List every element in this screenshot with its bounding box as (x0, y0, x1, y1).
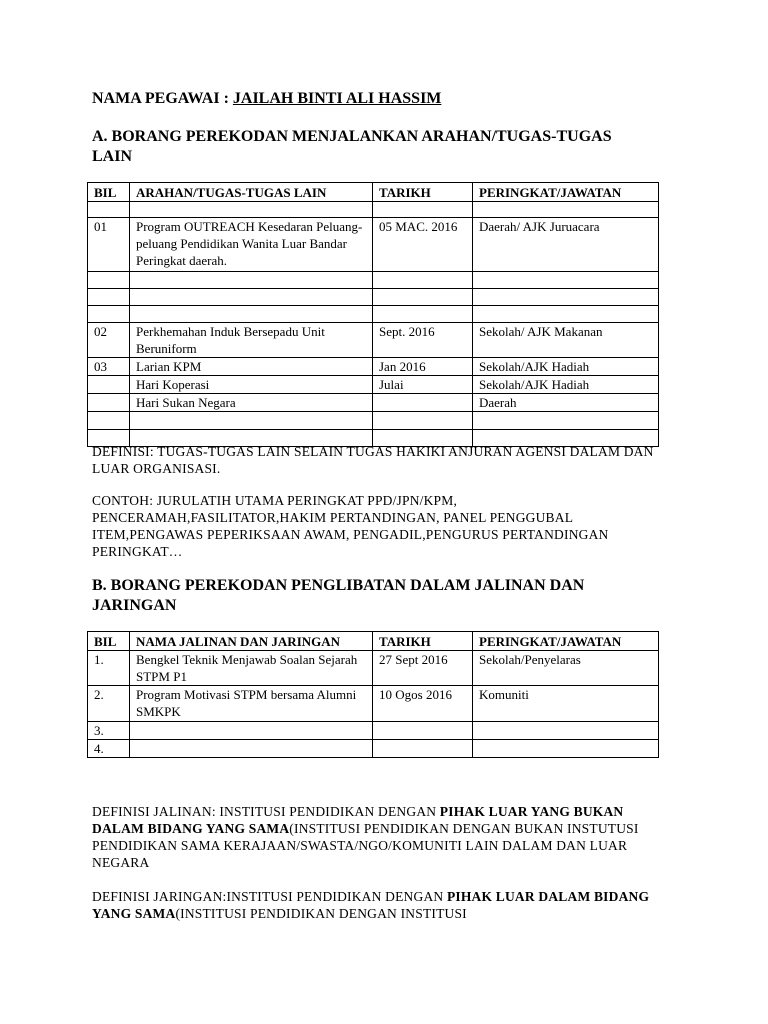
cell-bil (88, 394, 130, 412)
column-header-level: PERINGKAT/JAWATAN (473, 632, 659, 651)
cell-date: Jan 2016 (373, 358, 473, 376)
cell-bil: 1. (88, 651, 130, 686)
table-row (88, 202, 659, 218)
definition-other-tasks: DEFINISI: TUGAS-TUGAS LAIN SELAIN TUGAS HAKIKI ANJURAN AGENSI DALAM DAN LUAR ORGANISASI. (92, 444, 654, 476)
column-header-level: PERINGKAT/JAWATAN (473, 183, 659, 202)
table-row (88, 306, 659, 323)
cell-item: Perkhemahan Induk Bersepadu Unit Beruniform (130, 323, 373, 358)
cell-date (373, 412, 473, 430)
cell-item (130, 202, 373, 218)
cell-date (373, 289, 473, 306)
cell-item (130, 412, 373, 430)
cell-date: 27 Sept 2016 (373, 651, 473, 686)
cell-item (130, 740, 373, 758)
cell-item: Hari Sukan Negara (130, 394, 373, 412)
table-row (88, 218, 659, 272)
table-row (88, 722, 659, 740)
column-header-bil: BIL (88, 183, 130, 202)
definition-jalinan-prefix: DEFINISI JALINAN: INSTITUSI PENDIDIKAN DENGAN (92, 804, 440, 819)
table-row (88, 289, 659, 306)
cell-item: Bengkel Teknik Menjawab Soalan Sejarah STPM P1 (130, 651, 373, 686)
table-row (88, 394, 659, 412)
cell-item: Hari Koperasi (130, 376, 373, 394)
table-header-row (88, 632, 659, 651)
cell-level: Sekolah/Penyelaras (473, 651, 659, 686)
cell-bil (88, 272, 130, 289)
cell-level (473, 272, 659, 289)
section-b-title: B. BORANG PEREKODAN PENGLIBATAN DALAM JALINAN DAN JARINGAN (92, 577, 585, 614)
definition-jalinan (92, 803, 672, 871)
cell-bil (88, 202, 130, 218)
cell-bil: 2. (88, 686, 130, 722)
cell-bil: 3. (88, 722, 130, 740)
cell-bil (88, 289, 130, 306)
cell-level: Daerah/ AJK Juruacara (473, 218, 659, 272)
cell-date: Julai (373, 376, 473, 394)
examples-text: CONTOH: JURULATIH UTAMA PERINGKAT PPD/JPN/KPM, PENCERAMAH,FASILITATOR,HAKIM PERTANDINGAN, PANEL PENGGUBAL ITEM,PENGAWAS PEPERIKSAAN AWAM, PENGADIL,PENGURUS PERTANDINGAN PERINGKAT… (92, 493, 609, 559)
cell-bil (88, 412, 130, 430)
cell-bil: 01 (88, 218, 130, 272)
column-header-date: TARIKH (373, 183, 473, 202)
assignments-table (87, 182, 659, 447)
column-header-date: TARIKH (373, 632, 473, 651)
cell-date (373, 306, 473, 323)
table-row (88, 412, 659, 430)
table-row (88, 651, 659, 686)
networking-table (87, 631, 659, 758)
column-header-bil: BIL (88, 632, 130, 651)
cell-date (373, 272, 473, 289)
cell-level: Sekolah/ AJK Makanan (473, 323, 659, 358)
cell-bil: 4. (88, 740, 130, 758)
definition-jalinan-suffix: (INSTITUSI PENDIDIKAN DENGAN BUKAN INSTUTUSI PENDIDIKAN SAMA KERAJAAN/SWASTA/NGO/KOMUNITI LAIN DALAM DAN LUAR NEGARA (92, 821, 639, 870)
definition-jalinan-emphasis: PIHAK LUAR YANG BUKAN DALAM BIDANG YANG SAMA (92, 804, 624, 836)
employee-name: JAILAH BINTI ALI HASSIM (232, 90, 442, 107)
column-header-task: ARAHAN/TUGAS-TUGAS LAIN (130, 183, 373, 202)
cell-bil (88, 376, 130, 394)
cell-bil: 02 (88, 323, 130, 358)
cell-date: Sept. 2016 (373, 323, 473, 358)
cell-level (473, 202, 659, 218)
cell-item: Larian KPM (130, 358, 373, 376)
cell-date: 10 Ogos 2016 (373, 686, 473, 722)
cell-date (373, 740, 473, 758)
table-row (88, 272, 659, 289)
cell-item (130, 306, 373, 323)
cell-level: Daerah (473, 394, 659, 412)
cell-item (130, 272, 373, 289)
cell-level (473, 289, 659, 306)
cell-item (130, 289, 373, 306)
cell-item: Program Motivasi STPM bersama Alumni SMKPK (130, 686, 373, 722)
table-row (88, 358, 659, 376)
cell-level: Komuniti (473, 686, 659, 722)
cell-item: Program OUTREACH Kesedaran Peluang-peluang Pendidikan Wanita Luar Bandar Peringkat daerah. (130, 218, 373, 272)
cell-level: Sekolah/AJK Hadiah (473, 358, 659, 376)
cell-item (130, 722, 373, 740)
section-a-title: A. BORANG PEREKODAN MENJALANKAN ARAHAN/TUGAS-TUGAS LAIN (92, 128, 612, 165)
definition-jaringan-emphasis: PIHAK LUAR DALAM BIDANG YANG SAMA (92, 889, 650, 921)
table-row (88, 686, 659, 722)
cell-level: Sekolah/AJK Hadiah (473, 376, 659, 394)
column-header-network-name: NAMA JALINAN DAN JARINGAN (130, 632, 373, 651)
employee-name-line (92, 89, 441, 109)
cell-date (373, 202, 473, 218)
table-row (88, 740, 659, 758)
cell-level (473, 740, 659, 758)
definition-jaringan-prefix: DEFINISI JARINGAN:INSTITUSI PENDIDIKAN DENGAN (92, 889, 447, 904)
cell-date: 05 MAC. 2016 (373, 218, 473, 272)
table-row (88, 323, 659, 358)
cell-date (373, 394, 473, 412)
cell-bil (88, 306, 130, 323)
table-header-row (88, 183, 659, 202)
definition-jaringan (92, 888, 672, 922)
cell-level (473, 306, 659, 323)
cell-level (473, 412, 659, 430)
cell-date (373, 722, 473, 740)
definition-jaringan-suffix: (INSTITUSI PENDIDIKAN DENGAN INSTITUSI (175, 906, 467, 921)
cell-bil: 03 (88, 358, 130, 376)
table-row (88, 376, 659, 394)
name-label: NAMA PEGAWAI : (92, 90, 233, 107)
cell-level (473, 722, 659, 740)
